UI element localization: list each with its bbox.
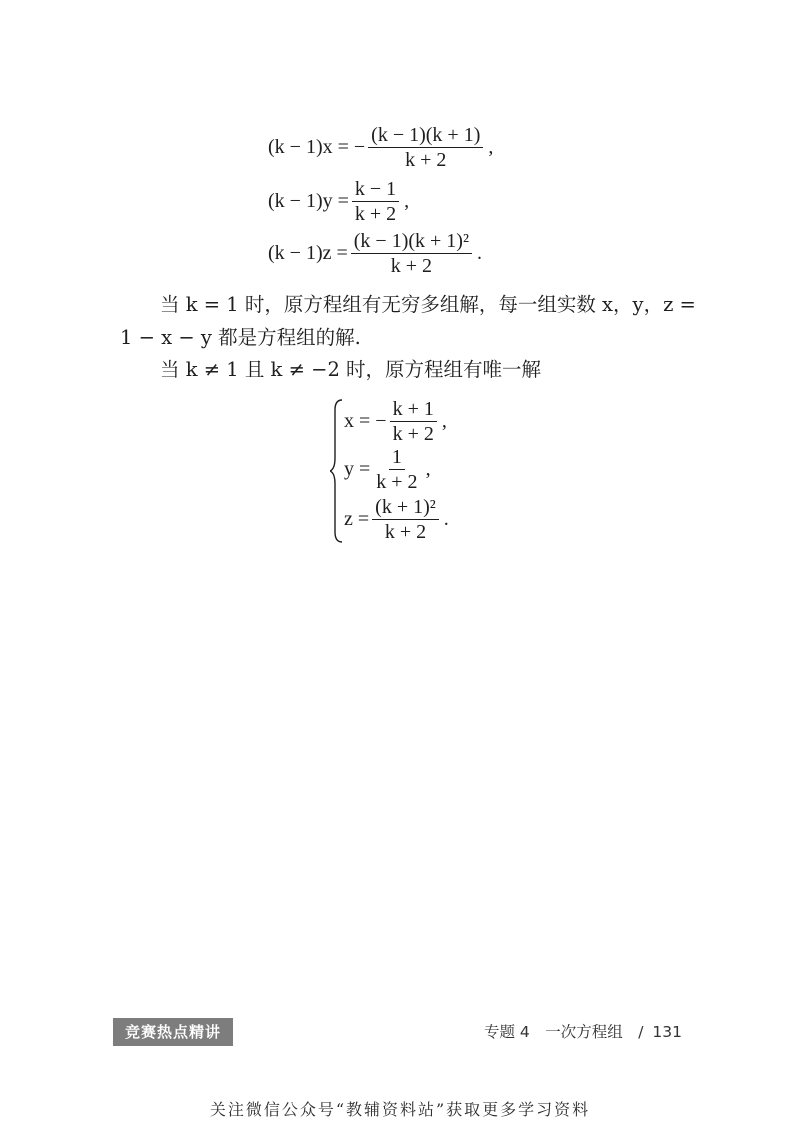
denominator: k + 2 — [384, 521, 427, 543]
punctuation: , — [488, 136, 494, 158]
solution-lhs: y = — [344, 458, 371, 480]
equation-lhs: (k − 1)z = — [268, 242, 348, 264]
fraction — [373, 446, 420, 493]
section-tab: 竞赛热点精讲 — [113, 1018, 233, 1046]
equation-z — [268, 230, 482, 277]
paragraph-infinite-solutions-line2: 1 − x − y 都是方程组的解. — [120, 326, 361, 349]
solution-x — [344, 398, 447, 445]
numerator: (k − 1)(k + 1) — [368, 124, 483, 148]
solution-z — [344, 496, 449, 543]
punctuation: , — [425, 458, 431, 480]
denominator: k + 2 — [405, 149, 447, 171]
equation-lhs: (k − 1)y = — [268, 190, 349, 212]
solution-lhs: z = — [344, 508, 370, 530]
denominator: k + 2 — [354, 203, 397, 225]
punctuation: . — [443, 508, 449, 530]
equation-x — [268, 124, 493, 171]
paragraph-unique-solution: 当 k ≠ 1 且 k ≠ −2 时，原方程组有唯一解 — [160, 358, 542, 381]
fraction — [390, 398, 437, 445]
punctuation: , — [441, 410, 447, 432]
punctuation: , — [404, 190, 410, 212]
numerator: k + 1 — [390, 398, 437, 422]
paragraph-infinite-solutions-line1: 当 k = 1 时，原方程组有无穷多组解，每一组实数 x，y，z = — [160, 293, 696, 316]
page-number: 131 — [652, 1023, 682, 1041]
denominator: k + 2 — [390, 255, 432, 277]
numerator: (k + 1)² — [372, 496, 439, 520]
solution-lhs: x = − — [344, 410, 387, 432]
numerator: (k − 1)(k + 1)² — [351, 230, 472, 254]
numerator: 1 — [389, 446, 405, 470]
watermark-text: 关注微信公众号“教辅资料站”获取更多学习资料 — [209, 1100, 591, 1119]
fraction — [352, 178, 399, 225]
numerator: k − 1 — [352, 178, 399, 202]
chapter-title: 专题 4 一次方程组 / — [483, 1023, 644, 1041]
denominator: k + 2 — [392, 423, 434, 445]
fraction — [351, 230, 472, 277]
fraction — [372, 496, 439, 543]
equation-y — [268, 178, 409, 225]
fraction — [368, 124, 483, 171]
equation-lhs: (k − 1)x = − — [268, 136, 366, 158]
running-footer — [484, 1018, 682, 1046]
denominator: k + 2 — [376, 471, 418, 493]
system-brace — [330, 398, 344, 544]
solution-y — [344, 446, 431, 493]
punctuation: . — [476, 242, 482, 264]
